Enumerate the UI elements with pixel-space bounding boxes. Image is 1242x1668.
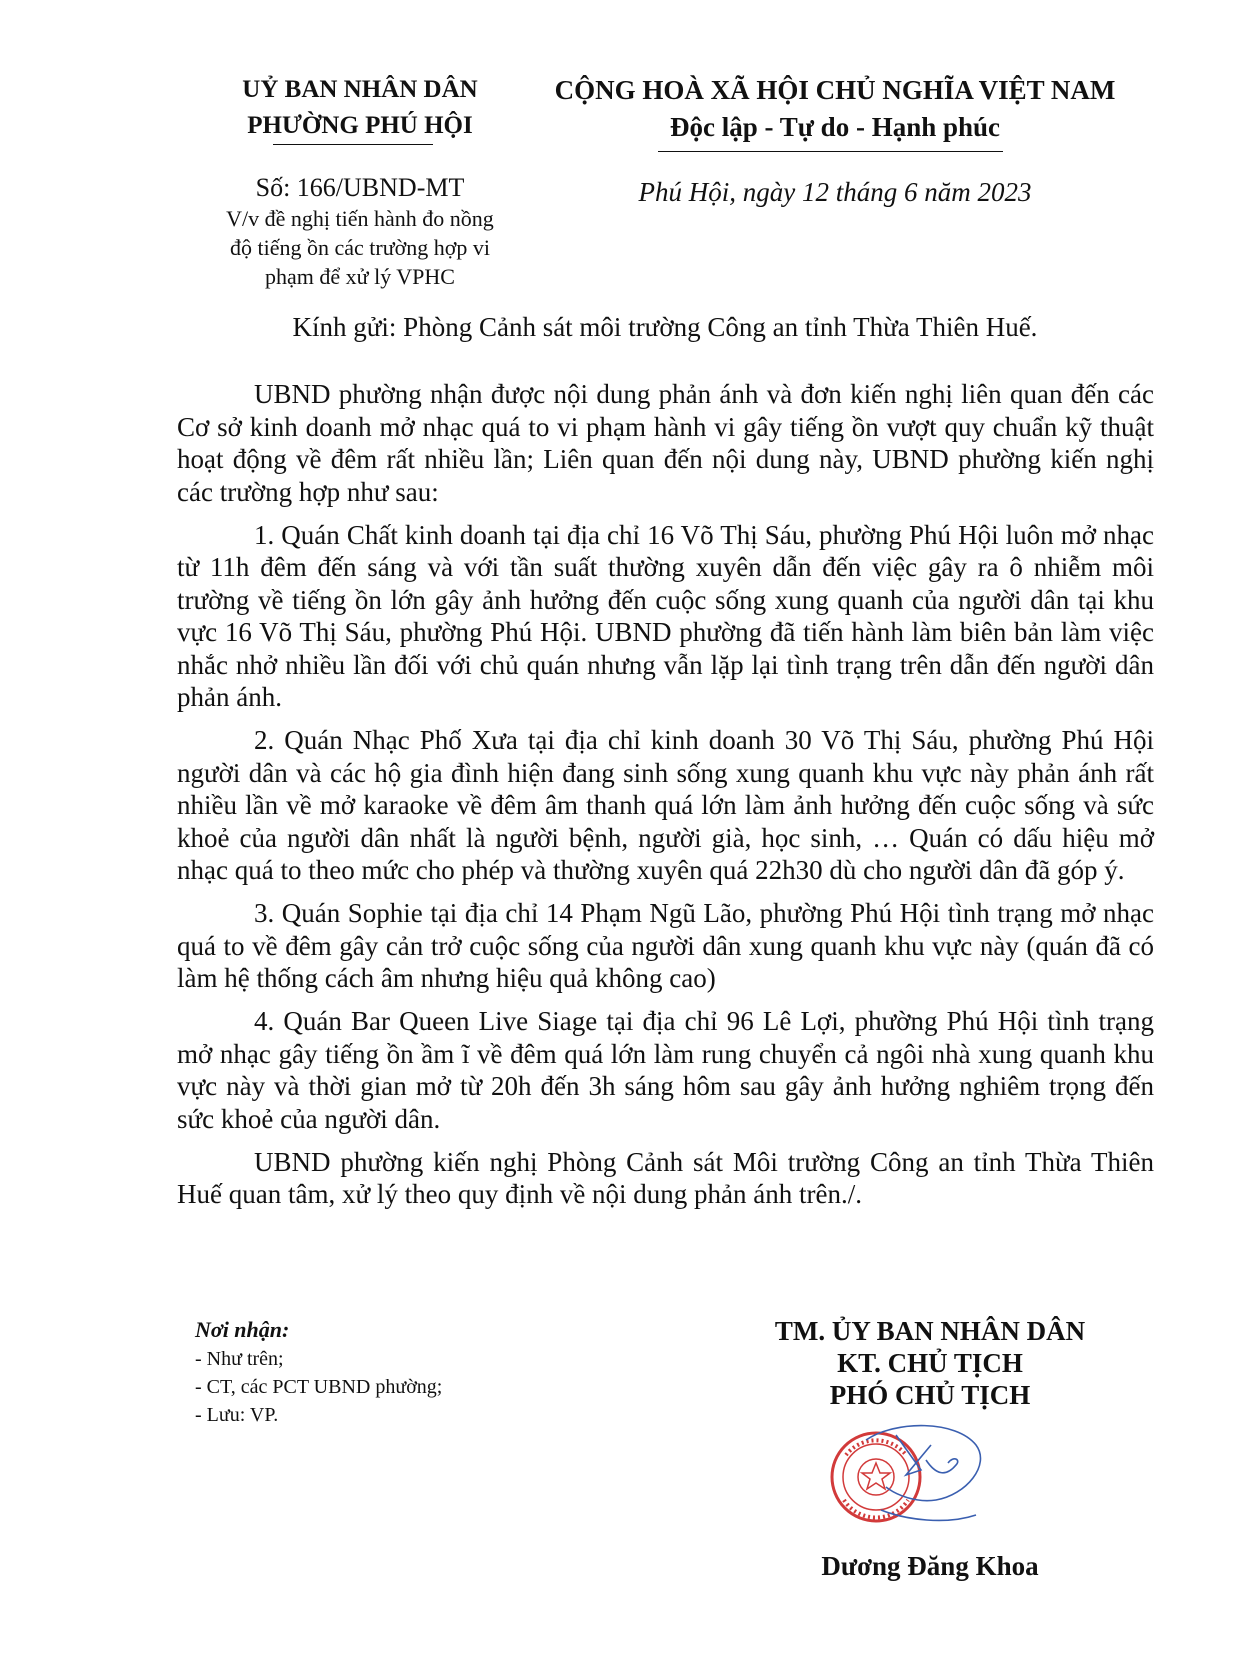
item-paragraph: 3. Quán Sophie tại địa chỉ 14 Phạm Ngũ Lão, phường Phú Hội tình trạng mở nhạc quá to về đêm gây cản trở cuộc sống của người dân xung quanh khu vực này (quán đã có làm hệ thống cách âm nhưng hiệu quả không cao) xyxy=(177,898,1154,993)
org-name-line1: UỶ BAN NHÂN DÂN xyxy=(242,76,478,103)
distribution-item: - CT, các PCT UBND phường; xyxy=(195,1376,443,1398)
official-seal-and-signature xyxy=(826,1415,1026,1545)
item-paragraph: 2. Quán Nhạc Phố Xưa tại địa chỉ kinh doanh 30 Võ Thị Sáu, phường Phú Hội người dân và các hộ gia đình hiện đang sinh sống xung quanh khu vực này phản ánh rất nhiều lần về mở karaoke về đêm âm thanh quá lớn làm ảnh hưởng đến cuộc sống và sức khoẻ của người dân nhất là người bệnh, người già, học sinh, … Quán có dấu hiệu mở nhạc quá to theo mức cho phép và thường xuyên quá 22h30 dù cho người dân đã góp ý. xyxy=(177,725,1154,885)
place-and-date: Phú Hội, ngày 12 tháng 6 năm 2023 xyxy=(638,177,1032,207)
motto-underline xyxy=(658,151,1003,152)
distribution-item: - Như trên; xyxy=(195,1348,284,1370)
recipient-line: Kính gửi: Phòng Cảnh sát môi trường Công an tỉnh Thừa Thiên Huế. xyxy=(292,312,1038,342)
signature-title-line3: PHÓ CHỦ TỊCH xyxy=(829,1380,1031,1410)
document-subject xyxy=(190,204,530,291)
intro-paragraph: UBND phường nhận được nội dung phản ánh và đơn kiến nghị liên quan đến các Cơ sở kinh doanh mở nhạc quá to vi phạm hành vi gây tiếng ồn vượt quy chuẩn kỹ thuật hoạt động về đêm rất nhiều lần; Liên quan đến nội dung này, UBND phường kiến nghị các trường hợp như sau: xyxy=(177,379,1154,507)
subject-line: độ tiếng ồn các trường hợp vi xyxy=(229,235,491,260)
closing-paragraph: UBND phường kiến nghị Phòng Cảnh sát Môi trường Công an tỉnh Thừa Thiên Huế quan tâm, xử lý theo quy định về nội dung phản ánh trên./. xyxy=(177,1146,1154,1209)
subject-line: V/v đề nghị tiến hành đo nồng xyxy=(226,206,494,231)
issuing-org xyxy=(190,72,530,144)
national-header xyxy=(535,72,1135,146)
distribution-item: - Lưu: VP. xyxy=(195,1404,279,1426)
signer-name: Dương Đăng Khoa xyxy=(821,1551,1039,1581)
org-underline xyxy=(273,144,433,145)
signature-block xyxy=(700,1315,1160,1411)
signature-title-line1: TM. ỦY BAN NHÂN DÂN xyxy=(774,1316,1086,1346)
item-paragraph: 1. Quán Chất kinh doanh tại địa chỉ 16 Võ Thị Sáu, phường Phú Hội luôn mở nhạc từ 11h đêm đến sáng và với tần suất thường xuyên dẫn đến việc gây ra ô nhiễm môi trường về tiếng ồn lớn gây ảnh hưởng đến cuộc sống xung quanh của người dân tại khu vực 16 Võ Thị Sáu, phường Phú Hội. UBND phường đã tiến hành làm biên bản làm việc nhắc nhở nhiều lần đối với chủ quán nhưng vẫn lặp lại tình trạng trên dẫn đến người dân phản ánh. xyxy=(177,519,1154,712)
subject-line: phạm để xử lý VPHC xyxy=(265,264,455,289)
distribution-title: Nơi nhận: xyxy=(195,1317,290,1342)
red-seal-icon xyxy=(832,1433,920,1521)
org-name-line2: PHƯỜNG PHÚ HỘI xyxy=(247,112,473,139)
national-motto: Độc lập - Tự do - Hạnh phúc xyxy=(669,112,1001,142)
signature-title-line2: KT. CHỦ TỊCH xyxy=(837,1348,1023,1378)
item-paragraph: 4. Quán Bar Queen Live Siage tại địa chỉ 96 Lê Lợi, phường Phú Hội tình trạng mở nhạc gây tiếng ồn ầm ĩ về đêm quá lớn làm rung chuyển cả ngôi nhà xung quanh khu vực này và thời gian mở từ 20h đến 3h sáng hôm sau gây ảnh hưởng nghiêm trọng đến sức khoẻ của người dân. xyxy=(177,1006,1154,1134)
nation-name: CỘNG HOÀ XÃ HỘI CHỦ NGHĨA VIỆT NAM xyxy=(554,75,1116,105)
distribution-list xyxy=(195,1315,595,1429)
document-number: Số: 166/UBND-MT xyxy=(255,173,465,202)
document-body xyxy=(177,378,1154,1221)
